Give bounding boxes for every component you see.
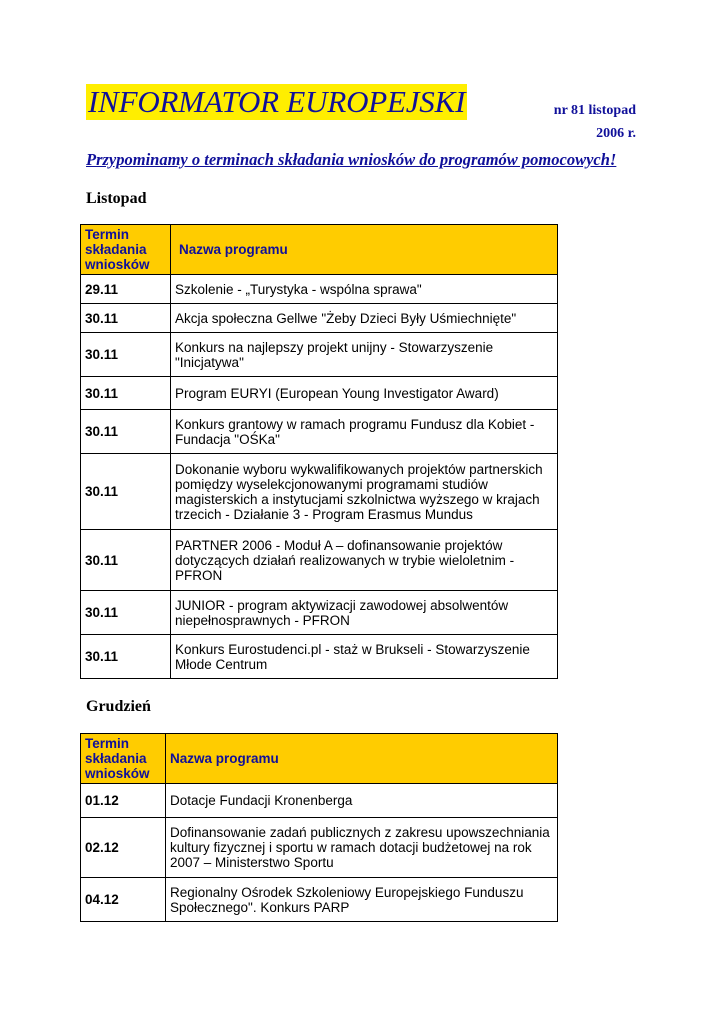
table-header-row [81, 225, 558, 275]
program-name: Konkurs Eurostudenci.pl - staż w Brukseli - Stowarzyszenie Młode Centrum [171, 635, 558, 679]
program-name: Regionalny Ośrodek Szkoleniowy Europejskiego Funduszu Społecznego". Konkurs PARP [166, 878, 558, 922]
issue-year: 2006 r. [596, 126, 636, 141]
program-name: Dofinansowanie zadań publicznych z zakresu upowszechniania kultury fizycznej i sportu w ramach dotacji budżetowej na rok 2007 – Ministerstwo Sportu [166, 818, 558, 878]
program-name: Konkurs na najlepszy projekt unijny - Stowarzyszenie "Inicjatywa" [171, 333, 558, 377]
reminder-subtitle: Przypominamy o terminach składania wniosków do programów pomocowych! [86, 150, 617, 169]
section-heading-december: Grudzień [86, 698, 151, 715]
table-row [81, 275, 558, 304]
december-deadlines-table [80, 733, 558, 922]
column-header-term: Termin składania wniosków [81, 225, 171, 275]
deadline-date: 04.12 [81, 878, 166, 922]
deadline-date: 30.11 [81, 410, 171, 454]
deadline-date: 02.12 [81, 818, 166, 878]
deadline-date: 30.11 [81, 454, 171, 530]
table-row [81, 635, 558, 679]
program-name: Konkurs grantowy w ramach programu Fundusz dla Kobiet - Fundacja "OŚKa" [171, 410, 558, 454]
deadline-date: 30.11 [81, 304, 171, 333]
program-name: Akcja społeczna Gellwe "Żeby Dzieci Były Uśmiechnięte" [171, 304, 558, 333]
table-row [81, 818, 558, 878]
issue-info [554, 99, 636, 145]
column-header-program-name: Nazwa programu [166, 734, 558, 784]
program-name: Dotacje Fundacji Kronenberga [166, 784, 558, 818]
deadline-date: 30.11 [81, 635, 171, 679]
section-heading-november: Listopad [86, 190, 147, 207]
table-row [81, 454, 558, 530]
program-name: Dokonanie wyboru wykwalifikowanych projektów partnerskich pomiędzy wyselekcjonowanymi programami studiów magisterskich a instytucjami szkolnictwa wyższego w krajach trzecich - Działanie 3 - Program Erasmus Mundus [171, 454, 558, 530]
program-name: Szkolenie - „Turystyka - wspólna sprawa" [171, 275, 558, 304]
deadline-date: 30.11 [81, 530, 171, 591]
newsletter-title: INFORMATOR EUROPEJSKI [88, 84, 466, 119]
deadline-date: 29.11 [81, 275, 171, 304]
table-row [81, 377, 558, 410]
column-header-program-name: Nazwa programu [171, 225, 558, 275]
table-row [81, 304, 558, 333]
table-row [81, 784, 558, 818]
program-name: JUNIOR - program aktywizacji zawodowej absolwentów niepełnosprawnych - PFRON [171, 591, 558, 635]
deadline-date: 30.11 [81, 377, 171, 410]
deadline-date: 01.12 [81, 784, 166, 818]
table-row [81, 530, 558, 591]
program-name: Program EURYI (European Young Investigator Award) [171, 377, 558, 410]
november-deadlines-table [80, 224, 558, 679]
program-name: PARTNER 2006 - Moduł A – dofinansowanie projektów dotyczących działań realizowanych w trybie wieloletnim - PFRON [171, 530, 558, 591]
table-row [81, 591, 558, 635]
deadline-date: 30.11 [81, 591, 171, 635]
table-header-row [81, 734, 558, 784]
table-row [81, 333, 558, 377]
column-header-term: Termin składania wniosków [81, 734, 166, 784]
table-row [81, 878, 558, 922]
deadline-date: 30.11 [81, 333, 171, 377]
issue-number: nr 81 listopad [553, 103, 636, 118]
table-row [81, 410, 558, 454]
